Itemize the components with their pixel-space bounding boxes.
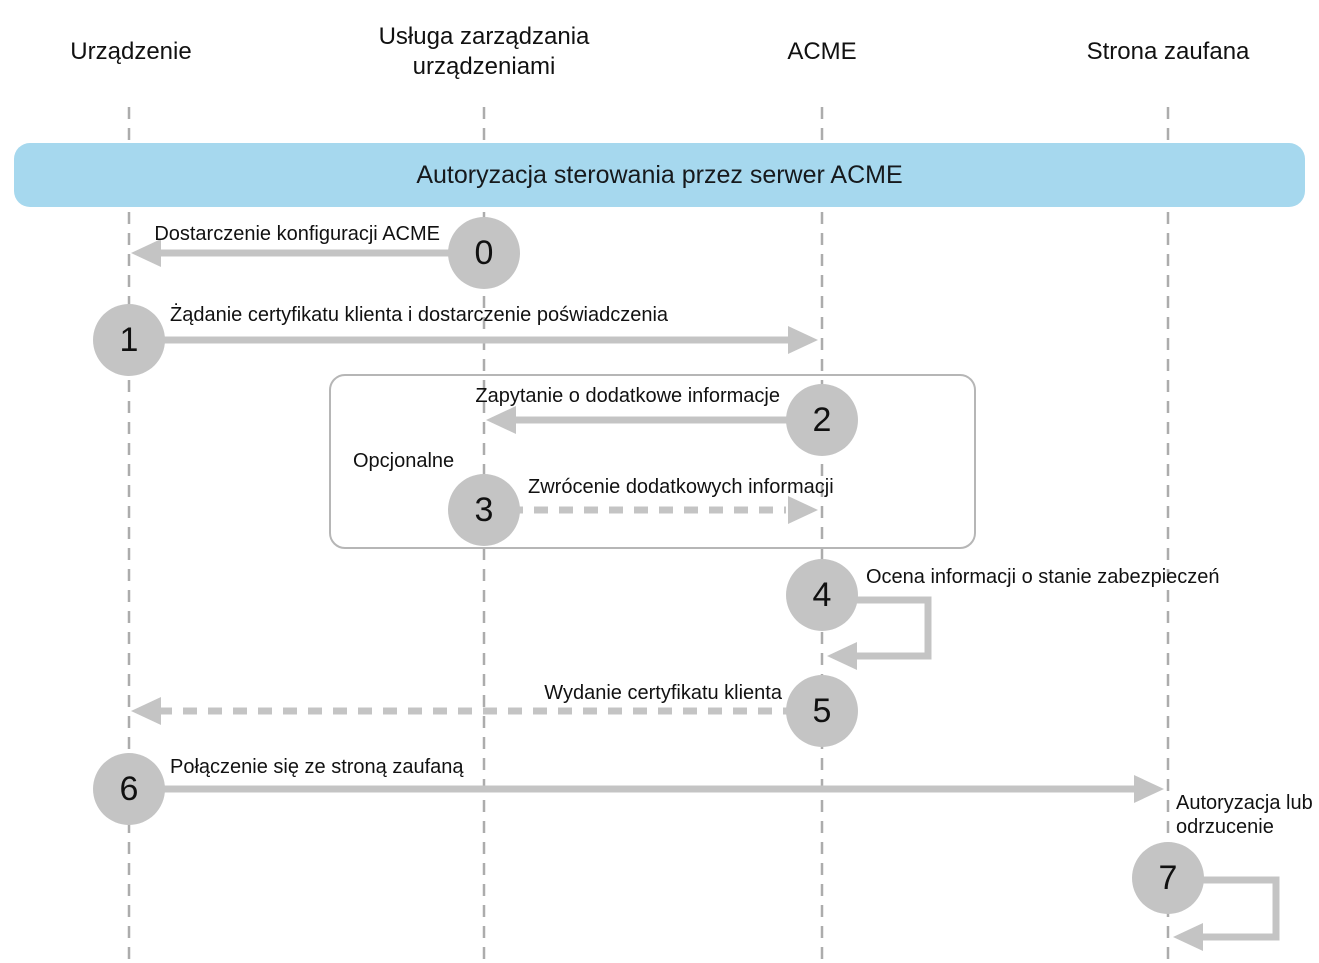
step-5-arrowhead-icon: [131, 697, 161, 725]
step-2-badge: 2: [786, 384, 858, 456]
step-7-badge: 7: [1132, 842, 1204, 914]
step-2-arrowhead-icon: [486, 406, 516, 434]
actor-header-mdm-service: Usługa zarządzania urządzeniami: [378, 23, 590, 80]
step-3-arrowhead-icon: [788, 496, 818, 524]
step-1-badge: 1: [93, 304, 165, 376]
step-1-label: Żądanie certyfikatu klienta i dostarczenie poświadczenia: [170, 304, 669, 326]
step-3-badge: 3: [448, 474, 520, 546]
step-3-label: Zwrócenie dodatkowych informacji: [528, 476, 834, 498]
step-1-arrowhead-icon: [788, 326, 818, 354]
step-2-label: Zapytanie o dodatkowe informacje: [475, 385, 780, 407]
step-5-badge: 5: [786, 675, 858, 747]
step-6-label: Połączenie się ze stroną zaufaną: [170, 756, 464, 778]
step-6-badge: 6: [93, 753, 165, 825]
step-7-arrowhead-icon: [1173, 923, 1203, 951]
actor-header-relying-party: Strona zaufana: [1086, 38, 1250, 65]
step-4-badge: 4: [786, 559, 858, 631]
step-7-label: Autoryzacja lub odrzucenie: [1176, 792, 1313, 838]
step-4-label: Ocena informacji o stanie zabezpieczeń: [866, 566, 1220, 588]
step-5-label: Wydanie certyfikatu klienta: [544, 682, 782, 704]
step-4-arrowhead-icon: [827, 642, 857, 670]
title-banner: Autoryzacja sterowania przez serwer ACME: [14, 143, 1305, 207]
step-0-badge: 0: [448, 217, 520, 289]
step-0-label: Dostarczenie konfiguracji ACME: [154, 223, 440, 245]
actor-header-acme: ACME: [787, 38, 857, 65]
optional-group-label: Opcjonalne: [353, 450, 455, 472]
actor-header-device: Urządzenie: [70, 38, 192, 65]
step-6-arrowhead-icon: [1134, 775, 1164, 803]
